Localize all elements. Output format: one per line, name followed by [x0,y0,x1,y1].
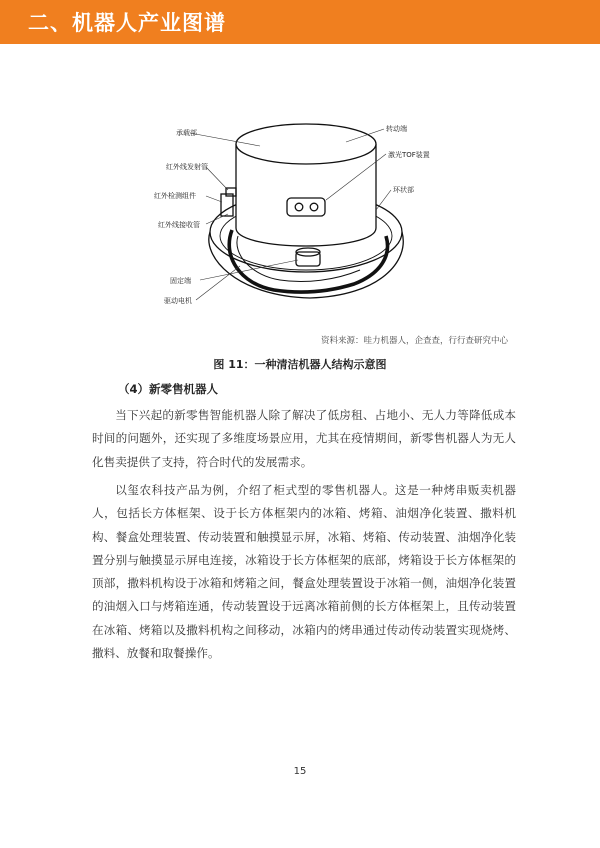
figure-caption: 图 11：一种清洁机器人结构示意图 [213,358,387,371]
drive-belt-inner [237,236,360,282]
robot-diagram [140,106,440,316]
label-ir-detector: 红外检测组件 [154,192,196,200]
ir-module [221,194,233,216]
section-heading: （4）新零售机器人 [118,382,219,396]
paragraph-1: 当下兴起的新零售智能机器人除了解决了低房租、占地小、无人力等降低成本时间的问题外，还实现了多维度场景应用，尤其在疫情期间，新零售机器人为无人化售卖提供了支持，符合时代的发展需求。 [92,408,516,469]
figure-source: 资料来源：哇力机器人，企查查，行行查研究中心 [320,336,508,346]
label-fixed-end: 固定端 [170,277,191,285]
fixed-end-bracket [296,252,320,266]
label-ir-emitter: 红外线发射管 [166,163,208,171]
label-bearing: 承载部 [176,129,197,137]
page-number: 15 [293,766,307,777]
label-ir-receiver: 红外线接收管 [158,221,200,229]
label-rotating: 转动端 [386,125,407,133]
header-title: 二、机器人产业图谱 [28,11,226,35]
label-laser-tof: 激光TOF装置 [388,151,430,159]
paragraph-2: 以玺农科技产品为例，介绍了柜式型的零售机器人。这是一种烤串贩卖机器人，包括长方体框架、设于长方体框架内的冰箱、烤箱、油烟净化装置、撒料机构、餐盒处理装置、传动装置和触摸显示屏，冰箱、烤箱、传动装置、油烟净化装置分别与触摸显示屏电连接，冰箱设于长方体框架的底部，烤箱设于长方体框架的顶部，撒料机构设于冰箱和烤箱之间，餐盒处理装置设于冰箱一侧，油烟净化装置的油烟入口与烤箱连通，传动装置设于远离冰箱前侧的长方体框架上，且传动装置在冰箱、烤箱以及撒料机构之间移动，冰箱内的烤串通过传动传动装置实现烧烤、撒料、放餐和取餐操作。 [92,483,516,661]
page-header [0,0,600,44]
label-ring: 环状部 [393,186,414,194]
label-drive-motor: 驱动电机 [164,297,192,305]
base-outer [209,232,403,298]
cylinder-top [236,124,376,164]
robot-structure-figure [140,106,440,316]
